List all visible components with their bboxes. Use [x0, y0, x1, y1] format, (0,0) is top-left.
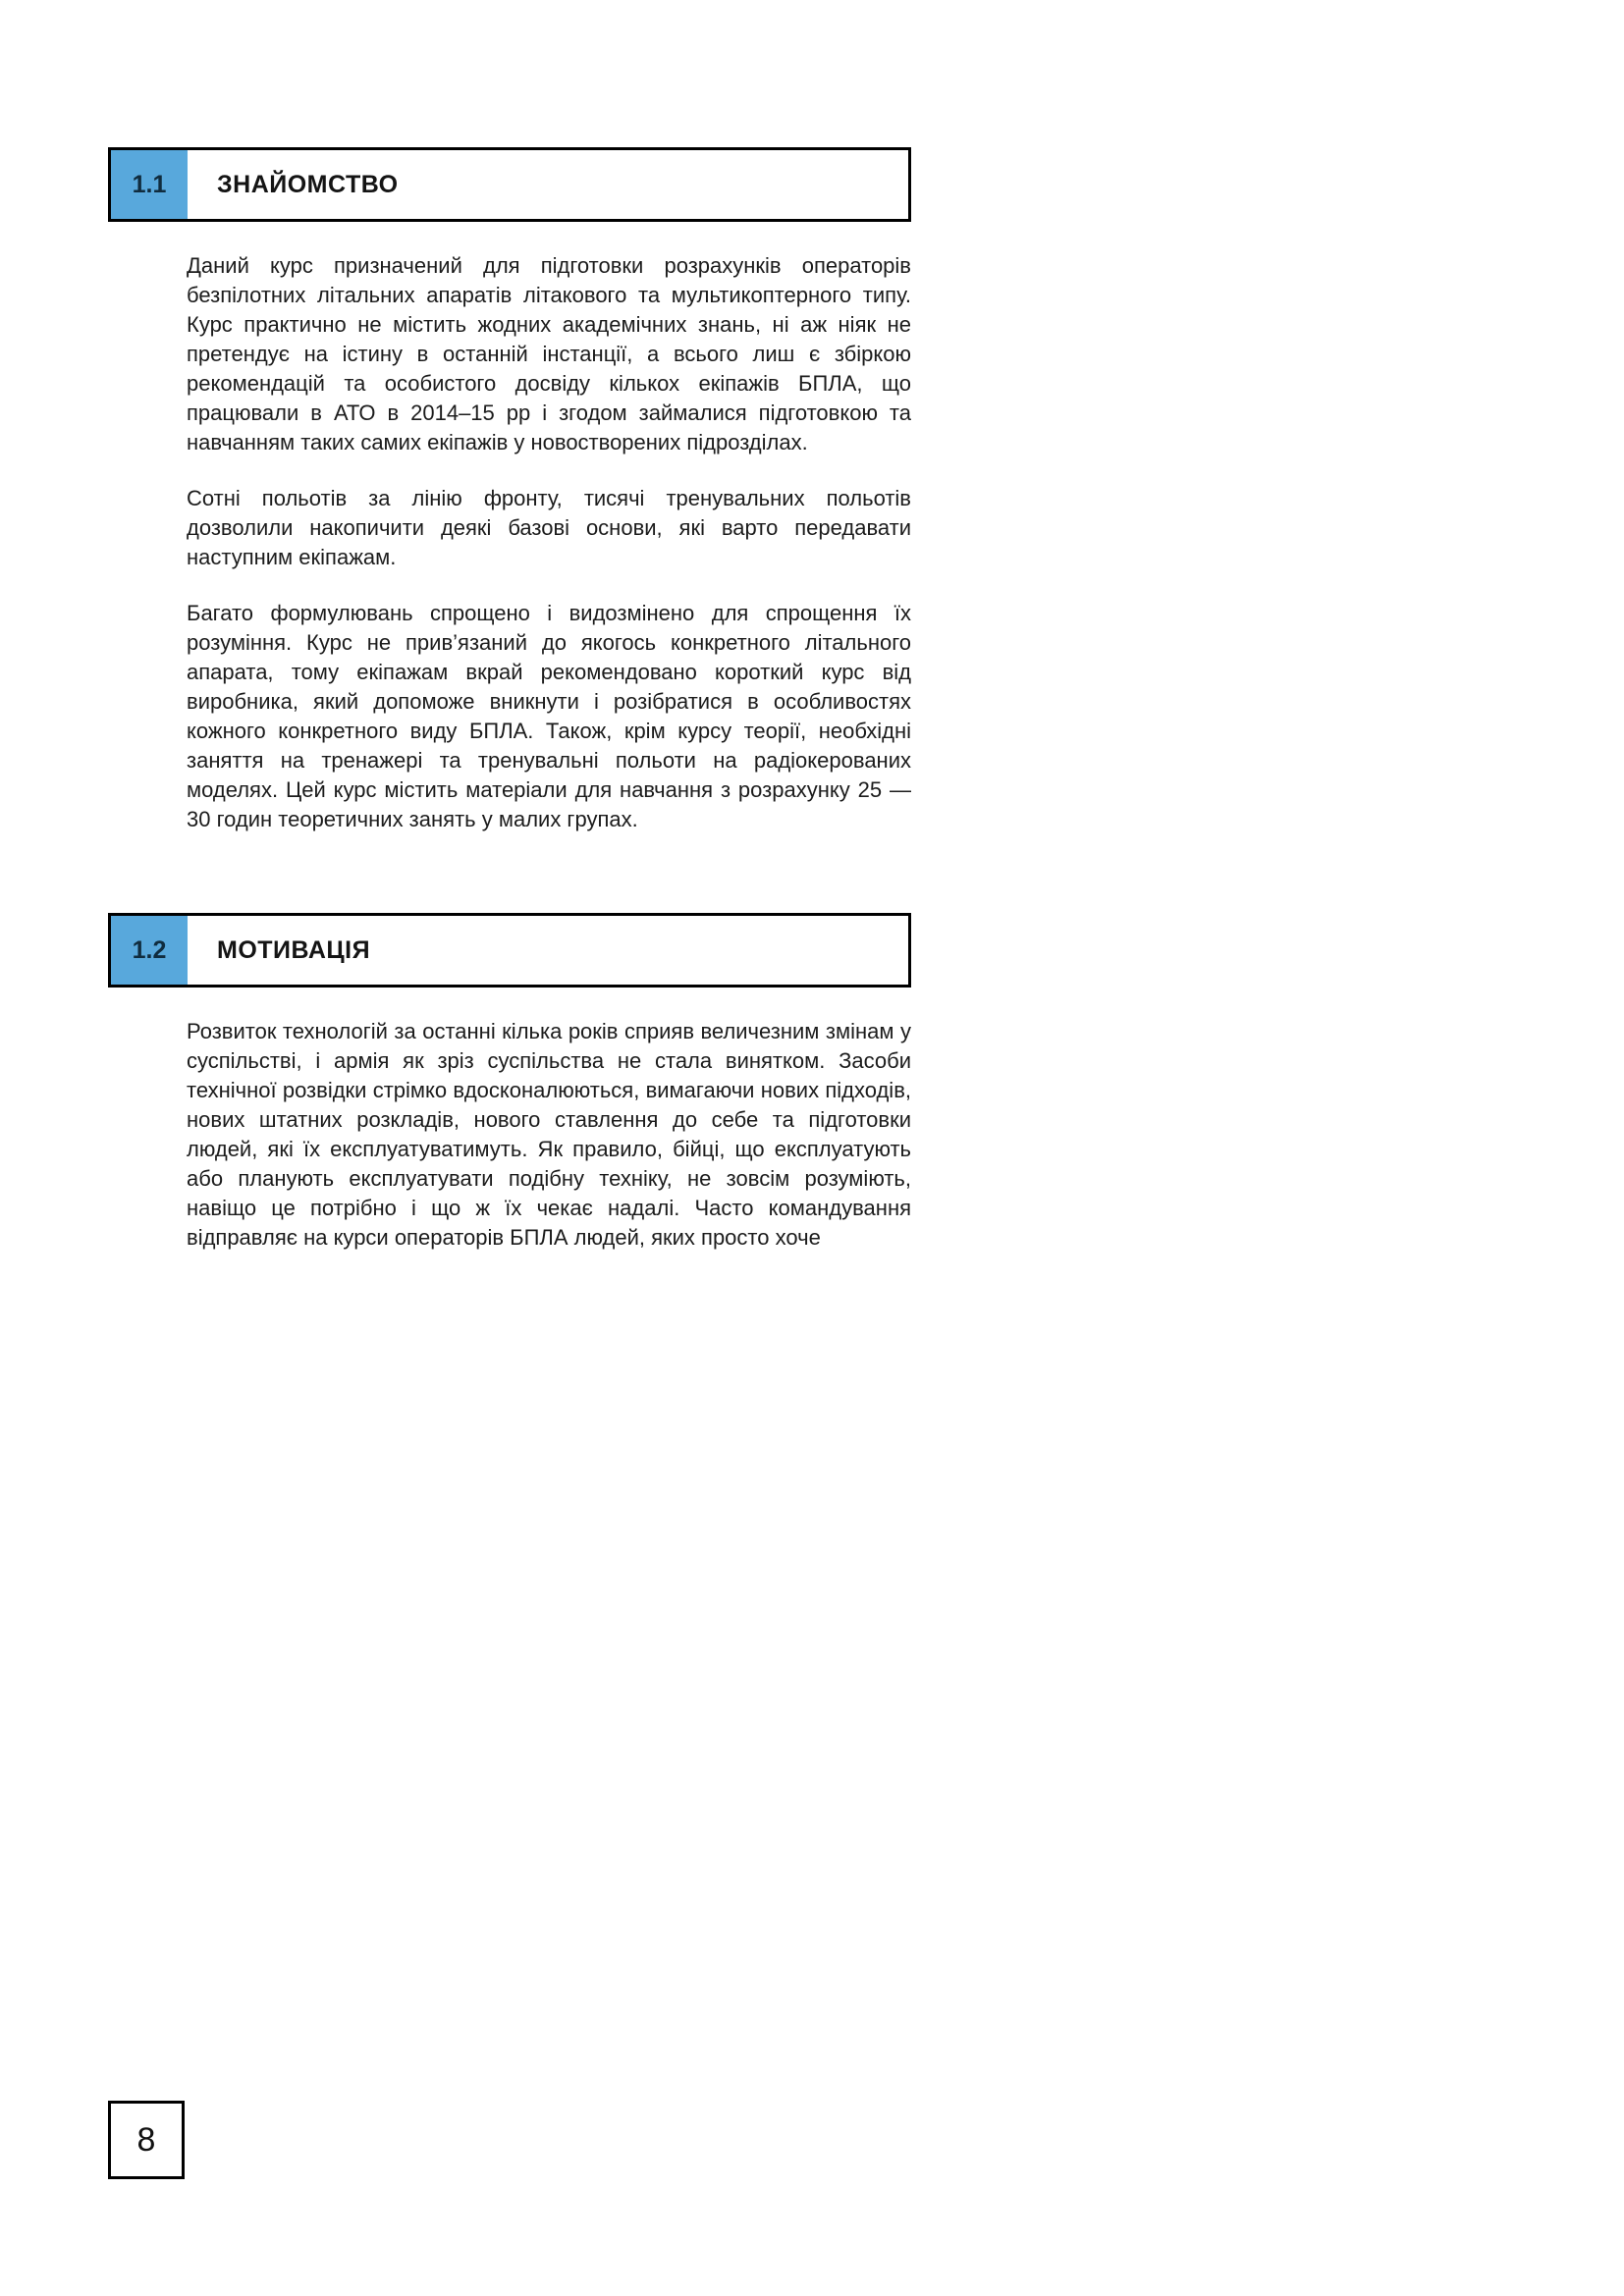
section-1-1-body — [108, 251, 911, 834]
page-number-label: 8 — [136, 2120, 156, 2159]
section-1-1-header — [108, 147, 911, 222]
page-number-box — [108, 2101, 185, 2179]
section-1-2-title: МОТИВАЦІЯ — [217, 935, 371, 964]
paragraph: Даний курс призначений для підготовки розрахунків операторів безпілотних літальних апаратів літакового та мультикоптерного типу. Курс практично не містить жодних академічних знань, ні аж ніяк не претендує на істину в останній інстанції, а всього лиш є збіркою рекомендацій та особистого досвіду кількох екіпажів БПЛА, що працювали в АТО в 2014–15 рр і згодом займалися підготовкою та навчанням таких самих екіпажів у новостворених підрозділах. — [187, 253, 911, 454]
section-1-1-title: ЗНАЙОМСТВО — [217, 170, 399, 198]
section-1-1 — [108, 147, 911, 834]
paragraph: Багато формулювань спрощено і видозмінено для спрощення їх розуміння. Курс не прив’язаний до якогось конкретного літального апарата, тому екіпажам вкрай рекомендовано короткий курс від виробника, який допоможе вникнути і розібратися в особливостях кожного конкретного виду БПЛА. Також, крім курсу теорії, необхідні заняття на тренажері та тренувальні польоти на радіокерованих моделях. Цей курс містить матеріали для навчання з розрахунку 25 —30 годин теоретичних занять у малих групах. — [187, 601, 911, 831]
section-1-2-header — [108, 913, 911, 988]
section-1-1-number-badge: 1.1 — [111, 150, 188, 219]
section-1-2-body — [108, 1017, 911, 1253]
content-area — [108, 147, 911, 1250]
section-1-2-number-badge: 1.2 — [111, 916, 188, 985]
paragraph: Сотні польотів за лінію фронту, тисячі тренувальних польотів дозволили накопичити деякі базові основи, які варто передавати наступним екіпажам. — [187, 486, 911, 569]
section-1-2 — [108, 913, 911, 1253]
paragraph: Розвиток технологій за останні кілька років сприяв величезним змінам у суспільстві, і армія як зріз суспільства не стала винятком. Засоби технічної розвідки стрімко вдосконалюються, вимагаючи нових підходів, нових штатних розкладів, нового ставлення до себе та підготовки людей, які їх експлуатуватимуть. Як правило, бійці, що експлуатують або планують експлуатувати подібну техніку, не зовсім розуміють, навіщо це потрібно і що ж їх чекає надалі. Часто командування відправляє на курси операторів БПЛА людей, яких просто хоче — [187, 1019, 911, 1250]
